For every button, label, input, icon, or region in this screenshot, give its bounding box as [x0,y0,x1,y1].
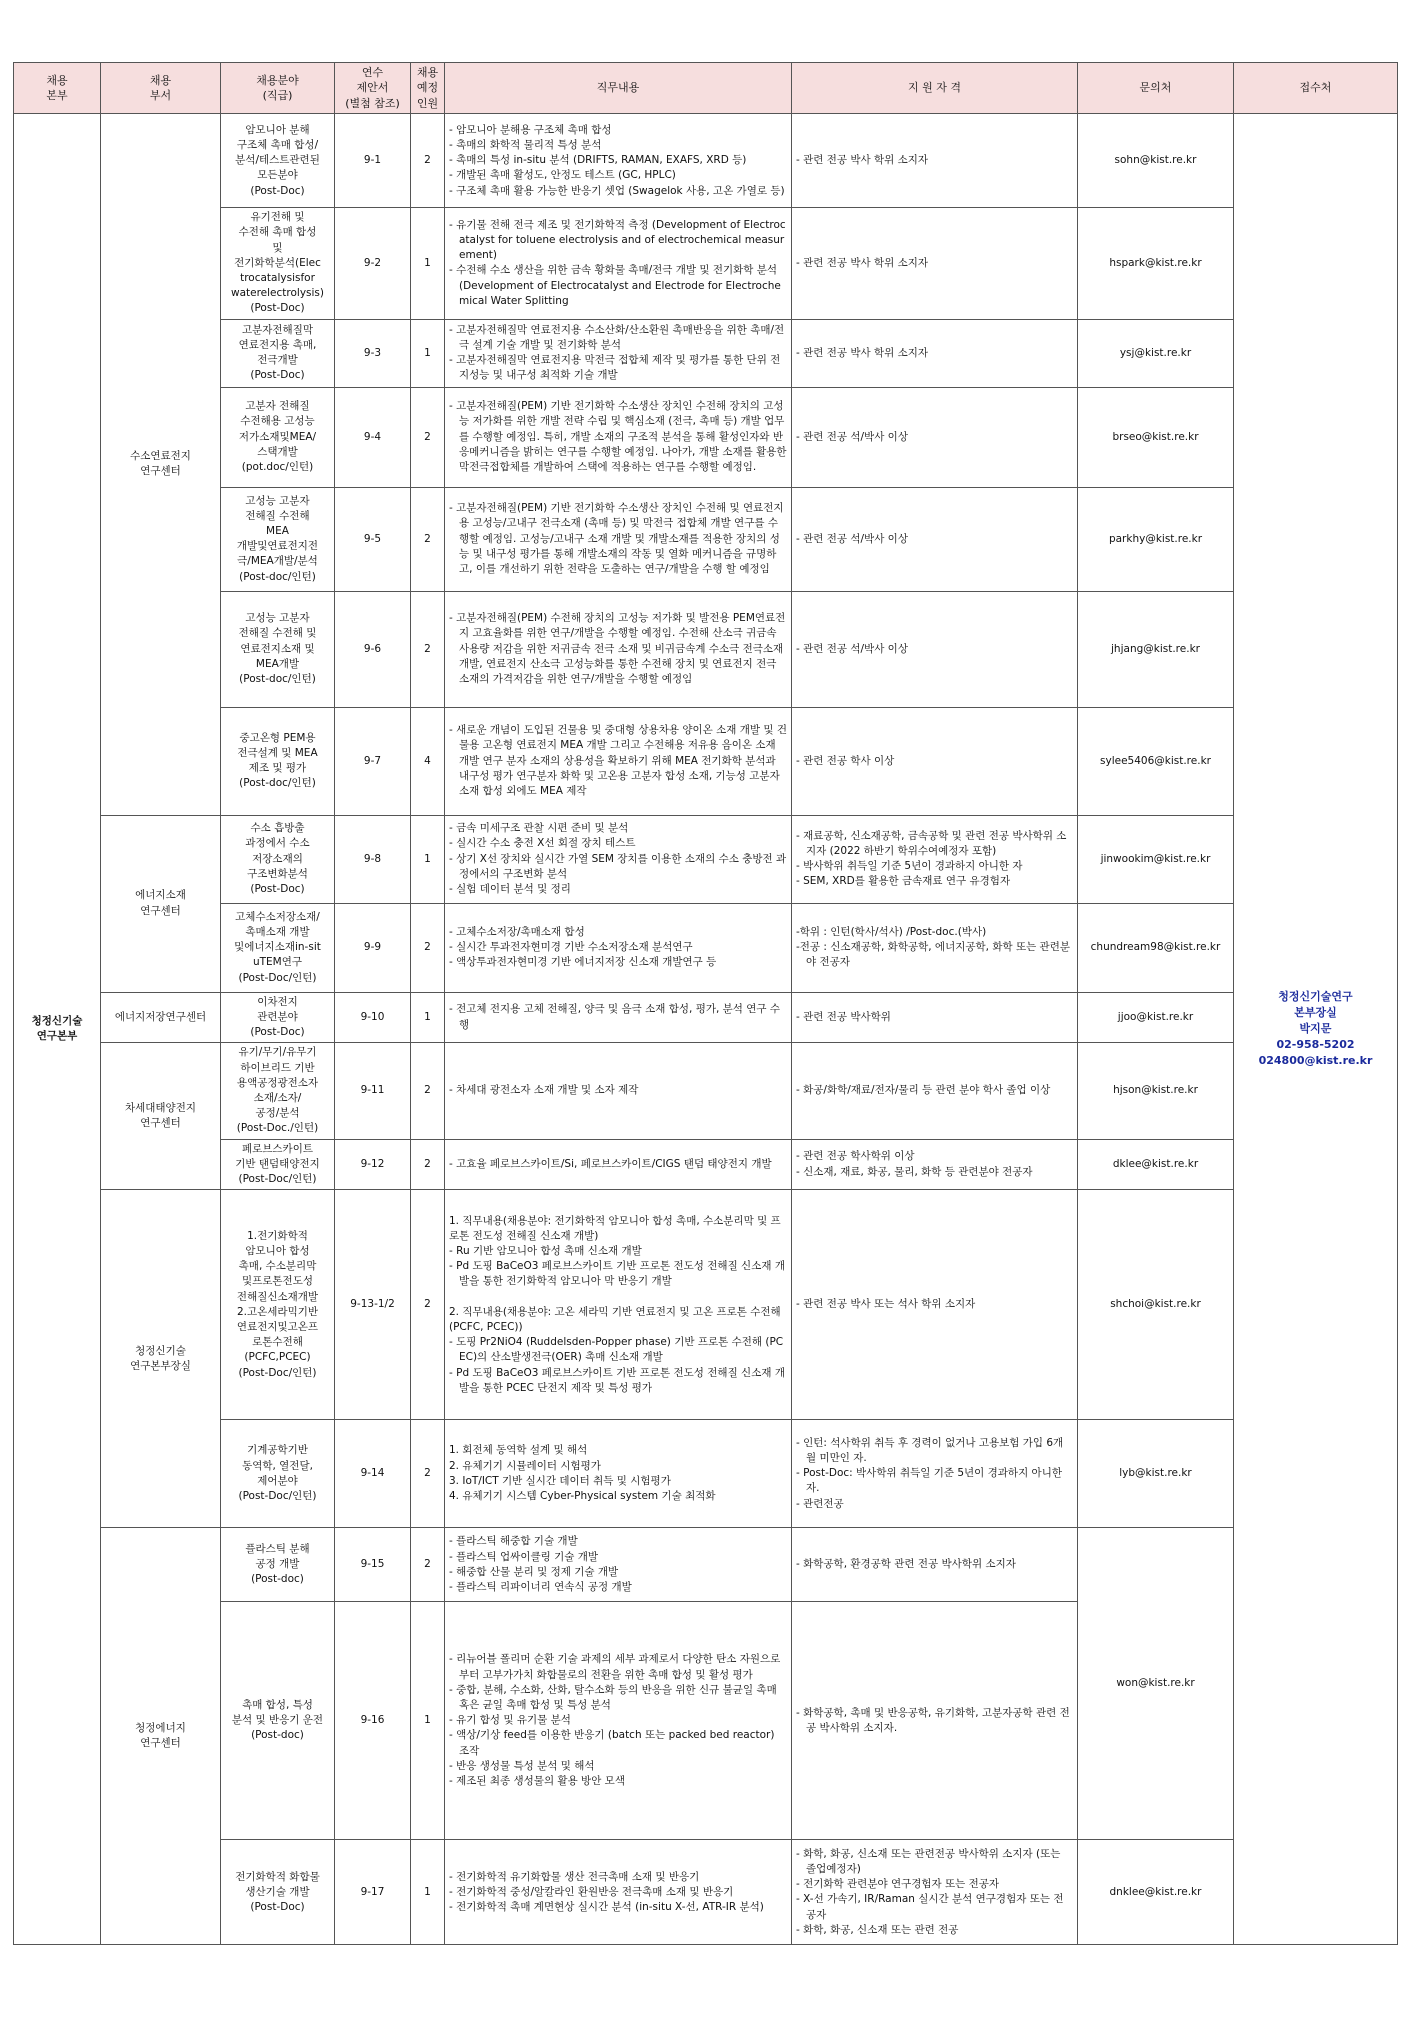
contact-email[interactable]: hspark@kist.re.kr [1078,208,1234,320]
table-row [14,387,1398,487]
headcount: 2 [411,1139,445,1190]
field-cell: 기계공학기반 동역학, 열전달, 제어분야 (Post-Doc/인턴) [221,1420,335,1528]
duty-line: 1. 직무내용(채용분야: 전기화학적 암모니아 합성 촉매, 수소분리막 및 프로톤 전도성 전해질 신소재 개발) [449,1214,781,1242]
reception-line: 본부장실 [1294,1006,1337,1020]
duty-line: 2. 직무내용(채용분야: 고온 세라믹 기반 연료전지 및 고온 프로톤 수전해 (PCFC, PCEC)) [449,1305,781,1334]
duty-cell [445,487,792,591]
duty-line: - 차세대 광전소자 소재 개발 및 소자 제작 [449,1084,639,1097]
qualification-line: - 화학, 화공, 신소재 또는 관련 전공 [796,1923,959,1936]
duty-line: - 고분자전해질막 연료전지용 막전극 접합체 제작 및 평가를 통한 단위 전지성능 및 내구성 최적화 기술 개발 [449,354,781,382]
table-row [14,903,1398,992]
qualification-line: - 관련 전공 석/박사 이상 [796,642,908,655]
duty-line: - 수전해 수소 생산을 위한 금속 황화물 촉매/전극 개발 및 전기화학 분석 (Development of Electrocatalyst and Electrode for Electrochemical Water Splitting [449,264,781,307]
table-row [14,1190,1398,1420]
headcount: 4 [411,707,445,815]
headcount: 2 [411,487,445,591]
field-cell: 고체수소저장소재/ 촉매소재 개발 및에너지소재in-sit uTEM연구 (Post-Doc/인턴) [221,903,335,992]
qualification-line: - 관련 전공 박사 학위 소지자 [796,346,929,359]
qualification-cell [792,591,1078,707]
reception-line: 청정신기술연구 [1278,990,1353,1004]
qualification-line: - 박사학위 취득일 기준 5년이 경과하지 아니한 자 [796,860,1023,873]
header-field: 채용분야 (직급) [221,63,335,114]
proposal-code: 9-6 [335,591,411,707]
duty-line: - 구조체 촉매 활용 가능한 반응기 셋업 (Swagelok 사용, 고온 가열로 등) [449,184,785,197]
field-cell: 고성능 고분자 전해질 수전해 MEA 개발및연료전지전 극/MEA개발/분석 (Post-doc/인턴) [221,487,335,591]
qualification-line: - 관련 전공 박사 학위 소지자 [796,154,929,167]
department-cell: 차세대태양전지 연구센터 [101,1043,221,1190]
department-cell: 청정신기술 연구본부장실 [101,1190,221,1528]
reception-line: 박지문 [1299,1022,1332,1036]
headcount: 2 [411,114,445,208]
duty-line: - 반응 생성물 특성 분석 및 해석 [449,1759,595,1772]
headcount: 1 [411,815,445,903]
duty-line: 1. 회전체 동역학 설계 및 해석 [449,1444,588,1457]
qualification-line: - 화학공학, 촉매 및 반응공학, 유기화학, 고분자공학 관련 전공 박사학위 소지자. [796,1706,1070,1734]
duty-cell [445,903,792,992]
duty-line: - 제조된 최종 생성물의 활용 방안 모색 [449,1775,625,1788]
headcount: 1 [411,208,445,320]
duty-line: - 금속 미세구조 관찰 시편 준비 및 분석 [449,822,629,835]
qualification-cell [792,707,1078,815]
recruitment-table [13,62,1398,1945]
headcount: 2 [411,1528,445,1602]
duty-line: - 고체수소저장/촉매소재 합성 [449,925,585,938]
qualification-line: - Post-Doc: 박사학위 취득일 기준 5년이 경과하지 아니한 자. [796,1467,1062,1495]
qualification-line: - 화학, 화공, 신소재 또는 관련전공 박사학위 소지자 (또는 졸업예정자) [796,1847,1061,1875]
duty-line: - 플라스틱 해중합 기술 개발 [449,1535,578,1548]
contact-email[interactable]: won@kist.re.kr [1078,1528,1234,1840]
qualification-cell [792,1602,1078,1840]
headcount: 2 [411,387,445,487]
headcount: 2 [411,591,445,707]
duty-cell [445,387,792,487]
field-cell: 암모니아 분해 구조체 촉매 합성/ 분석/테스트관련된 모든분야 (Post-Doc) [221,114,335,208]
table-row [14,1139,1398,1190]
qualification-cell [792,114,1078,208]
duty-cell [445,707,792,815]
proposal-code: 9-17 [335,1840,411,1945]
duty-line: - 실시간 수소 충전 X선 회절 장치 테스트 [449,837,636,850]
duty-line: - 촉매의 화학적 물리적 특성 분석 [449,138,602,151]
table-row [14,707,1398,815]
qualification-cell [792,1190,1078,1420]
duty-cell [445,114,792,208]
field-cell: 고분자 전해질 수전해용 고성능 저가소재및MEA/ 스택개발 (pot.doc/인턴) [221,387,335,487]
headcount: 1 [411,1602,445,1840]
duty-cell [445,1528,792,1602]
duty-line: - 해중합 산물 분리 및 정제 기술 개발 [449,1565,619,1578]
contact-email[interactable]: brseo@kist.re.kr [1078,387,1234,487]
duty-line: - 개발된 촉매 활성도, 안정도 테스트 (GC, HPLC) [449,169,676,182]
division-cell: 청정신기술 연구본부 [14,114,101,1945]
contact-email[interactable]: hjson@kist.re.kr [1078,1043,1234,1139]
field-cell: 고분자전해질막 연료전지용 촉매, 전극개발 (Post-Doc) [221,319,335,387]
table-row [14,208,1398,320]
header-reception: 접수처 [1234,63,1398,114]
duty-line: - 도핑 Pr2NiO4 (Ruddelsden-Popper phase) 기반 프로톤 수전해 (PCEC)의 산소발생전극(OER) 촉매 신소재 개발 [449,1336,784,1364]
duty-line: - 유기물 전해 전극 제조 및 전기화학적 측정 (Development of Electrocatalyst for toluene electrolysis and of electrochemical measurement) [449,218,786,262]
header-department: 채용 부서 [101,63,221,114]
department-cell: 에너지저장연구센터 [101,992,221,1043]
qualification-line: -전공 : 신소재공학, 화학공학, 에너지공학, 화학 또는 관련분야 전공자 [796,941,1070,969]
qualification-cell [792,319,1078,387]
qualification-line: - SEM, XRD를 활용한 금속재료 연구 유경험자 [796,875,1011,888]
duty-line: - 중합, 분해, 수소화, 산화, 탈수소화 등의 반응을 위한 신규 불균일 촉매 혹은 균일 촉매 합성 및 특성 분석 [449,1683,777,1711]
proposal-code: 9-12 [335,1139,411,1190]
table-row [14,591,1398,707]
field-cell: 플라스틱 분해 공정 개발 (Post-doc) [221,1528,335,1602]
proposal-code: 9-5 [335,487,411,591]
table-row [14,114,1398,208]
duty-line: - 플라스틱 업싸이클링 기술 개발 [449,1550,598,1563]
contact-email[interactable]: chundream98@kist.re.kr [1078,903,1234,992]
table-row [14,1840,1398,1945]
qualification-cell [792,208,1078,320]
duty-line: - 실시간 투과전자현미경 기반 수소저장소재 분석연구 [449,941,693,954]
duty-line: - 고효율 페로브스카이트/Si, 페로브스카이트/CIGS 탠덤 태양전지 개발 [449,1157,772,1170]
headcount: 2 [411,1190,445,1420]
duty-line: - 전기화학적 촉매 계면현상 실시간 분석 (in-situ X-선, ATR-IR 분석) [449,1900,764,1913]
proposal-code: 9-9 [335,903,411,992]
duty-cell [445,208,792,320]
header-qualification: 지 원 자 격 [792,63,1078,114]
department-cell: 수소연료전지 연구센터 [101,114,221,816]
qualification-cell [792,815,1078,903]
contact-email[interactable]: jjoo@kist.re.kr [1078,992,1234,1043]
duty-line: 2. 유체기기 시뮬레이터 시험평가 [449,1459,601,1472]
duty-cell [445,1043,792,1139]
qualification-line: - 관련 전공 석/박사 이상 [796,430,908,443]
duty-cell [445,992,792,1043]
qualification-line: - 관련 전공 석/박사 이상 [796,532,908,545]
proposal-code: 9-14 [335,1420,411,1528]
table-row [14,1420,1398,1528]
duty-line: - 촉매의 특성 in-situ 분석 (DRIFTS, RAMAN, EXAFS, XRD 등) [449,154,747,167]
proposal-code: 9-15 [335,1528,411,1602]
proposal-code: 9-1 [335,114,411,208]
qualification-cell [792,1840,1078,1945]
qualification-cell [792,1528,1078,1602]
duty-cell [445,1602,792,1840]
duty-cell [445,1190,792,1420]
duty-line: - Ru 기반 암모니아 합성 촉매 신소재 개발 [449,1244,642,1257]
duty-line: - 전기화학적 유기화합물 생산 전극촉매 소재 및 반응기 [449,1870,700,1883]
field-cell: 전기화학적 화합물 생산기술 개발 (Post-Doc) [221,1840,335,1945]
table-row [14,815,1398,903]
proposal-code: 9-10 [335,992,411,1043]
field-cell: 중고온형 PEM용 전극설계 및 MEA 제조 및 평가 (Post-doc/인턴) [221,707,335,815]
qualification-cell [792,387,1078,487]
duty-line: - 플라스틱 리파이너리 연속식 공정 개발 [449,1581,632,1594]
headcount: 2 [411,903,445,992]
duty-line: - 고분자전해질막 연료전지용 수소산화/산소환원 촉매반응을 위한 촉매/전극 설계 기술 개발 및 전기화학 분석 [449,323,785,351]
qualification-cell [792,1043,1078,1139]
duty-line: - 액상/기상 feed를 이용한 반응기 (batch 또는 packed bed reactor) 조작 [449,1729,775,1757]
qualification-line: - 화공/화학/재료/전자/물리 등 관련 분야 학사 졸업 이상 [796,1084,1051,1097]
qualification-line: - 전기화학 관련분야 연구경험자 또는 전공자 [796,1878,1000,1891]
duty-line: - 새로운 개념이 도입된 건물용 및 중대형 상용차용 양이온 소재 개발 및 건물용 고온형 연료전지 MEA 개발 그리고 수전해용 저유용 음이온 소재 개발 연구 분자 소재의 상용성을 확보하기 위해 MEA 전기화학 분석과 내구성 평가 연구분자 화학 및 고온용 고분자 합성 소재, 기능성 고분자 소재 합성 외에도 MEA 제작 [449,724,787,798]
headcount: 2 [411,1043,445,1139]
duty-line: - 액상투과전자현미경 기반 에너지저장 신소재 개발연구 등 [449,956,717,969]
duty-line: - 암모니아 분해용 구조체 촉매 합성 [449,123,612,136]
qualification-line: - 관련 전공 학사학위 이상 [796,1150,915,1163]
qualification-line: - 관련전공 [796,1497,844,1510]
reception-line: 02-958-5202 [1276,1038,1355,1052]
qualification-line: - 신소재, 재료, 화공, 물리, 화학 등 관련분야 전공자 [796,1165,1033,1178]
duty-line: - 리뉴어블 폴리머 순환 기술 과제의 세부 과제로서 다양한 탄소 자원으로부터 고부가가치 화합물로의 전환을 위한 촉매 합성 및 활성 평가 [449,1653,781,1681]
headcount: 1 [411,319,445,387]
duty-line: - Pd 도핑 BaCeO3 페로브스카이트 기반 프로톤 전도성 전해질 신소재 개발을 통한 전기화학적 암모니아 막 반응기 개발 [449,1260,785,1288]
contact-email[interactable]: dklee@kist.re.kr [1078,1139,1234,1190]
reception-cell[interactable] [1234,114,1398,1945]
header-proposal: 연수 제안서 (별첨 참조) [335,63,411,114]
proposal-code: 9-4 [335,387,411,487]
field-cell: 유기/무기/유무기 하이브리드 기반 용액공정광전소자 소재/소자/ 공정/분석 (Post-Doc./인턴) [221,1043,335,1139]
field-cell: 1.전기화학적 암모니아 합성 촉매, 수소분리막 및프로톤전도성 전해질신소재개발 2.고온세라믹기반 연료전지및고온프 로톤수전해 (PCFC,PCEC) (Post-Doc/인턴) [221,1190,335,1420]
duty-line: - 유기 합성 및 유기물 분석 [449,1714,571,1727]
qualification-line: -학위 : 인턴(학사/석사) /Post-doc.(박사) [796,925,987,938]
qualification-cell [792,1420,1078,1528]
headcount: 2 [411,1420,445,1528]
table-row [14,1043,1398,1139]
header-division: 채용 본부 [14,63,101,114]
duty-line: - 고분자전해질(PEM) 기반 전기화학 수소생산 장치인 수전해 및 연료전지용 고성능/고내구 전극소재 (촉매 등) 및 막전극 접합체 개발 연구를 수행할 예정임. 고성능/고내구 소재 개발 및 개발소재를 적용한 장치의 성능 및 내구성 평가를 통해 개발소재의 작동 및 열화 메커니즘을 규명하고, 이를 개선하기 위한 전략을 도출하는 연구/개발을 수행 할 예정임 [449,502,784,576]
reception-email[interactable]: 024800@kist.re.kr [1258,1054,1373,1068]
contact-email[interactable]: parkhy@kist.re.kr [1078,487,1234,591]
qualification-line: - 관련 전공 박사 또는 석사 학위 소지자 [796,1298,976,1311]
duty-cell [445,1420,792,1528]
field-cell: 이차전지 관련분야 (Post-Doc) [221,992,335,1043]
contact-email[interactable]: sohn@kist.re.kr [1078,114,1234,208]
table-row [14,487,1398,591]
duty-line: 3. IoT/ICT 기반 실시간 데이터 취득 및 시험평가 [449,1474,671,1487]
duty-cell [445,1139,792,1190]
qualification-cell [792,1139,1078,1190]
department-cell: 에너지소재 연구센터 [101,815,221,992]
qualification-line: - 관련 전공 박사 학위 소지자 [796,256,929,269]
duty-line [449,1290,787,1305]
field-cell: 수소 흡방출 과정에서 수소 저장소재의 구조변화분석 (Post-Doc) [221,815,335,903]
contact-email[interactable]: sylee5406@kist.re.kr [1078,707,1234,815]
duty-line: - 고분자전해질(PEM) 기반 전기화학 수소생산 장치인 수전해 장치의 고성능 저가화를 위한 개발 전략 수립 및 핵심소재 (전극, 촉매 등) 개발 업무를 수행할 예정임. 특히, 개발 소재의 구조적 분석을 통해 활성인자와 반응메커니즘을 밝히는 연구를 수행할 예정임. 나아가, 개발 소재를 활용한 막전극접합체를 개발하여 스택에 적용하는 연구를 수행할 예정임. [449,400,787,474]
qualification-line: - 관련 전공 학사 이상 [796,754,895,767]
contact-email[interactable]: jinwookim@kist.re.kr [1078,815,1234,903]
field-cell: 페로브스카이트 기반 탠덤태양전지 (Post-Doc/인턴) [221,1139,335,1190]
duty-line: - 전기화학적 중성/알칼라인 환원반응 전극촉매 소재 및 반응기 [449,1885,734,1898]
proposal-code: 9-3 [335,319,411,387]
qualification-line: - 재료공학, 신소재공학, 금속공학 및 관련 전공 박사학위 소지자 (2022 하반기 학위수여예정자 포함) [796,829,1067,857]
table-row [14,992,1398,1043]
headcount: 1 [411,1840,445,1945]
headcount: 1 [411,992,445,1043]
department-cell: 청정에너지 연구센터 [101,1528,221,1945]
contact-email[interactable]: dnklee@kist.re.kr [1078,1840,1234,1945]
qualification-cell [792,992,1078,1043]
proposal-code: 9-11 [335,1043,411,1139]
proposal-code: 9-2 [335,208,411,320]
header-count: 채용 예정 인원 [411,63,445,114]
contact-email[interactable]: lyb@kist.re.kr [1078,1420,1234,1528]
proposal-code: 9-8 [335,815,411,903]
field-cell: 촉매 합성, 특성 분석 및 반응기 운전 (Post-doc) [221,1602,335,1840]
duty-line: - 상기 X선 장치와 실시간 가열 SEM 장치를 이용한 소재의 수소 충방전 과정에서의 구조변화 분석 [449,852,787,880]
table-row [14,1528,1398,1602]
field-cell: 고성능 고분자 전해질 수전해 및 연료전지소재 및 MEA개발 (Post-doc/인턴) [221,591,335,707]
duty-line: - 전고체 전지용 고체 전해질, 양극 및 음극 소재 합성, 평가, 분석 연구 수행 [449,1003,781,1031]
field-cell: 유기전해 및 수전해 촉매 합성 및 전기화학분석(Elec trocatalysisfor waterelectrolysis) (Post-Doc) [221,208,335,320]
table-row [14,319,1398,387]
duty-line: - 실험 데이터 분석 및 정리 [449,883,571,896]
contact-email[interactable]: jhjang@kist.re.kr [1078,591,1234,707]
qualification-cell [792,903,1078,992]
proposal-code: 9-13-1/2 [335,1190,411,1420]
duty-cell [445,319,792,387]
duty-cell [445,815,792,903]
header-duty: 직무내용 [445,63,792,114]
qualification-line: - 관련 전공 박사학위 [796,1010,891,1023]
duty-line: 4. 유체기기 시스템 Cyber-Physical system 기술 최적화 [449,1490,716,1503]
duty-cell [445,591,792,707]
contact-email[interactable]: shchoi@kist.re.kr [1078,1190,1234,1420]
header-contact: 문의처 [1078,63,1234,114]
qualification-line: - X-선 가속기, IR/Raman 실시간 분석 연구경험자 또는 전공자 [796,1893,1064,1921]
duty-cell [445,1840,792,1945]
proposal-code: 9-16 [335,1602,411,1840]
header-row [14,63,1398,114]
qualification-line: - 화학공학, 환경공학 관련 전공 박사학위 소지자 [796,1558,1016,1571]
qualification-cell [792,487,1078,591]
duty-line: - Pd 도핑 BaCeO3 페로브스카이트 기반 프로톤 전도성 전해질 신소재 개발을 통한 PCEC 단전지 제작 및 특성 평가 [449,1366,785,1394]
qualification-line: - 인턴: 석사학위 취득 후 경력이 없거나 고용보험 가입 6개월 미만인 자. [796,1436,1064,1464]
contact-email[interactable]: ysj@kist.re.kr [1078,319,1234,387]
proposal-code: 9-7 [335,707,411,815]
duty-line: - 고분자전해질(PEM) 수전해 장치의 고성능 저가화 및 발전용 PEM연료전지 고효율화를 위한 연구/개발을 수행할 예정임. 수전해 산소극 귀금속 사용량 저감을 위한 저귀금속 전극 소재 및 비귀금속계 수소극 전극소재 개발, 연료전지 산소극 고성능화를 통한 수전해 장치 및 연료전지 전극 소재의 가격저감을 위한 연구/개발을 수행할 예정임 [449,612,786,686]
